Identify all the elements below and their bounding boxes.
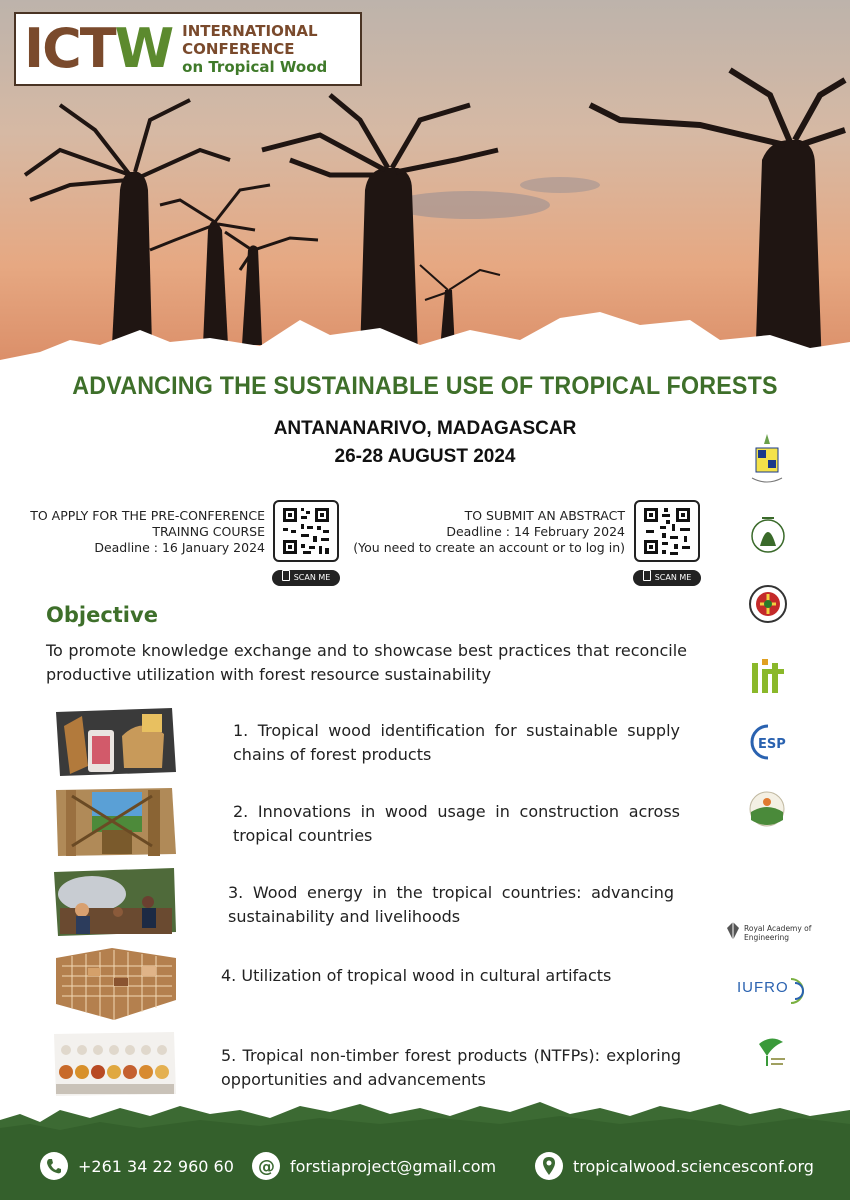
thumb-wood-identification xyxy=(52,706,177,778)
apply-scan-me-button[interactable] xyxy=(272,570,340,586)
scan-phone-icon xyxy=(643,570,651,581)
thumb-wood-energy xyxy=(52,866,177,938)
topic-3: 3. Wood energy in the tropical countries: advancing sustainability and livelihoods xyxy=(228,883,674,926)
partner-forestry-school-logo xyxy=(750,512,786,558)
iufro-swoosh-icon xyxy=(789,977,807,1005)
topic-2: 2. Innovations in wood usage in construction across tropical countries xyxy=(233,802,680,845)
partner-red-emblem-logo xyxy=(748,582,788,626)
abstract-deadline: Deadline : 14 February 2024 xyxy=(446,524,625,539)
ictw-logo xyxy=(14,12,362,86)
thumb-ntfp xyxy=(52,1030,177,1098)
logo-mark-w: W xyxy=(114,17,173,80)
conference-dates: 26-28 AUGUST 2024 xyxy=(334,446,516,467)
apply-deadline: Deadline : 16 January 2024 xyxy=(94,540,265,555)
logo-line-1: INTERNATIONAL xyxy=(182,22,318,40)
contact-phone[interactable]: +261 34 22 960 60 xyxy=(78,1157,234,1176)
qr-code-icon xyxy=(636,502,698,560)
topic-4: 4. Utilization of tropical wood in cultural artifacts xyxy=(221,966,612,985)
footer-band xyxy=(0,1100,850,1200)
partner-royal-academy-logo: Royal Academy of Engineering xyxy=(744,924,812,942)
at-icon xyxy=(252,1152,280,1180)
contact-website[interactable]: tropicalwood.sciencesconf.org xyxy=(573,1157,814,1176)
partner-university-crest-logo xyxy=(748,430,786,486)
partner-lit-logo xyxy=(750,655,786,695)
objective-heading: Objective xyxy=(46,603,158,627)
apply-scan-label: SCAN ME xyxy=(293,573,331,582)
scan-phone-icon xyxy=(282,570,290,581)
partner-iufro-logo xyxy=(737,979,799,1007)
objective-text: To promote knowledge exchange and to showcase best practices that reconcile productive utilization with forest resource sustainability xyxy=(46,641,687,684)
ictw-logo-mark xyxy=(24,17,173,80)
iufro-label: IUFRO xyxy=(737,979,789,996)
conference-title: ADVANCING THE SUSTAINABLE USE OF TROPICAL FORESTS xyxy=(72,372,778,400)
partner-green-leaf-logo xyxy=(753,1034,789,1070)
svg-text:ESP: ESP xyxy=(758,737,786,752)
thumb-wood-construction xyxy=(52,786,177,858)
topic-1: 1. Tropical wood identification for sustainable supply chains of forest products xyxy=(233,721,680,764)
abstract-qr-code[interactable] xyxy=(634,500,700,562)
partner-landscape-logo xyxy=(748,790,786,828)
logo-text xyxy=(182,22,327,76)
submit-abstract-info xyxy=(345,508,625,556)
apply-line-1: TO APPLY FOR THE PRE-CONFERENCE xyxy=(30,508,265,523)
qr-code-icon xyxy=(275,502,337,560)
apply-line-2: TRAINNG COURSE xyxy=(152,524,265,539)
svg-text:@: @ xyxy=(258,1157,275,1177)
phone-icon xyxy=(40,1152,68,1180)
logo-line-3: on Tropical Wood xyxy=(182,58,328,76)
partner-esp-logo xyxy=(744,722,790,762)
conference-location: ANTANANARIVO, MADAGASCAR xyxy=(273,418,577,439)
abstract-scan-me-button[interactable] xyxy=(633,570,701,586)
abstract-note: (You need to create an account or to log in) xyxy=(353,540,625,555)
topic-5: 5. Tropical non-timber forest products (NTFPs): exploring opportunities and advancements xyxy=(221,1046,681,1089)
logo-mark-ict: ICT xyxy=(24,17,115,80)
apply-qr-code[interactable] xyxy=(273,500,339,562)
royal-academy-icon xyxy=(725,920,741,942)
abstract-line-1: TO SUBMIT AN ABSTRACT xyxy=(464,508,625,523)
contact-email[interactable]: forstiaproject@gmail.com xyxy=(290,1157,497,1176)
apply-training-info xyxy=(20,508,265,556)
thumb-cultural-artifacts xyxy=(52,946,177,1022)
logo-line-2: CONFERENCE xyxy=(182,40,295,58)
abstract-scan-label: SCAN ME xyxy=(654,573,692,582)
location-pin-icon xyxy=(535,1152,563,1180)
